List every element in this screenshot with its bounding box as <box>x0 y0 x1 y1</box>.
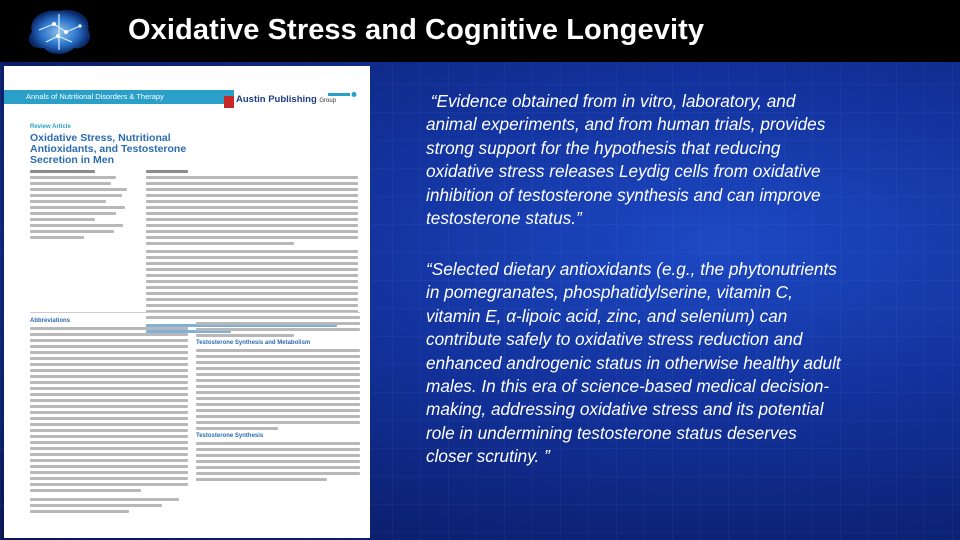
article-title: Oxidative Stress, Nutritional Antioxidants, and Testosterone Secretion in Men <box>30 132 187 166</box>
abbreviations-heading: Abbreviations <box>30 318 71 324</box>
quote-evidence: “Evidence obtained from in vitro, laboratory, and animal experiments, and from human trials, provides strong support for the hypothesis that reducing oxidative stress releases Leydig cells from oxidative inhibition of testosterone synthesis and can improve testosterone status.” <box>426 91 826 229</box>
quote-antioxidants: “Selected dietary antioxidants (e.g., the phytonutrients in pomegranates, phosphatidylserine, vitamin C, vitamin E, α-lipoic acid, zinc, and selenium) can contribute safely to oxidative stress reduction and enhanced androgenic status in otherwise healthy adult males. In this era of science-based medical decision-making, addressing oxidative stress and its potential role in undermining testosterone status deserves closer scrutiny. ” <box>426 259 841 467</box>
author-info-block <box>30 170 138 242</box>
article-footer <box>30 498 360 516</box>
synthesis-subheading: Testosterone Synthesis <box>196 433 264 439</box>
article-thumbnail <box>4 66 370 538</box>
article-type: Review Article <box>30 124 71 130</box>
publisher-logo <box>224 94 364 112</box>
section-divider <box>30 312 360 313</box>
synthesis-heading: Testosterone Synthesis and Metabolism <box>196 340 311 346</box>
brain-circuit-icon <box>14 2 104 60</box>
synthesis-column <box>196 316 360 484</box>
publisher-suffix: Group <box>319 98 337 104</box>
publisher-mark-icon <box>224 96 234 108</box>
slide-title: Oxidative Stress and Cognitive Longevity <box>128 14 705 46</box>
publisher-name: Austin Publishing <box>236 94 317 105</box>
abbreviations-column <box>30 316 188 495</box>
journal-name: Annals of Nutritional Disorders & Therapy <box>4 90 234 104</box>
title-bar <box>0 0 960 62</box>
